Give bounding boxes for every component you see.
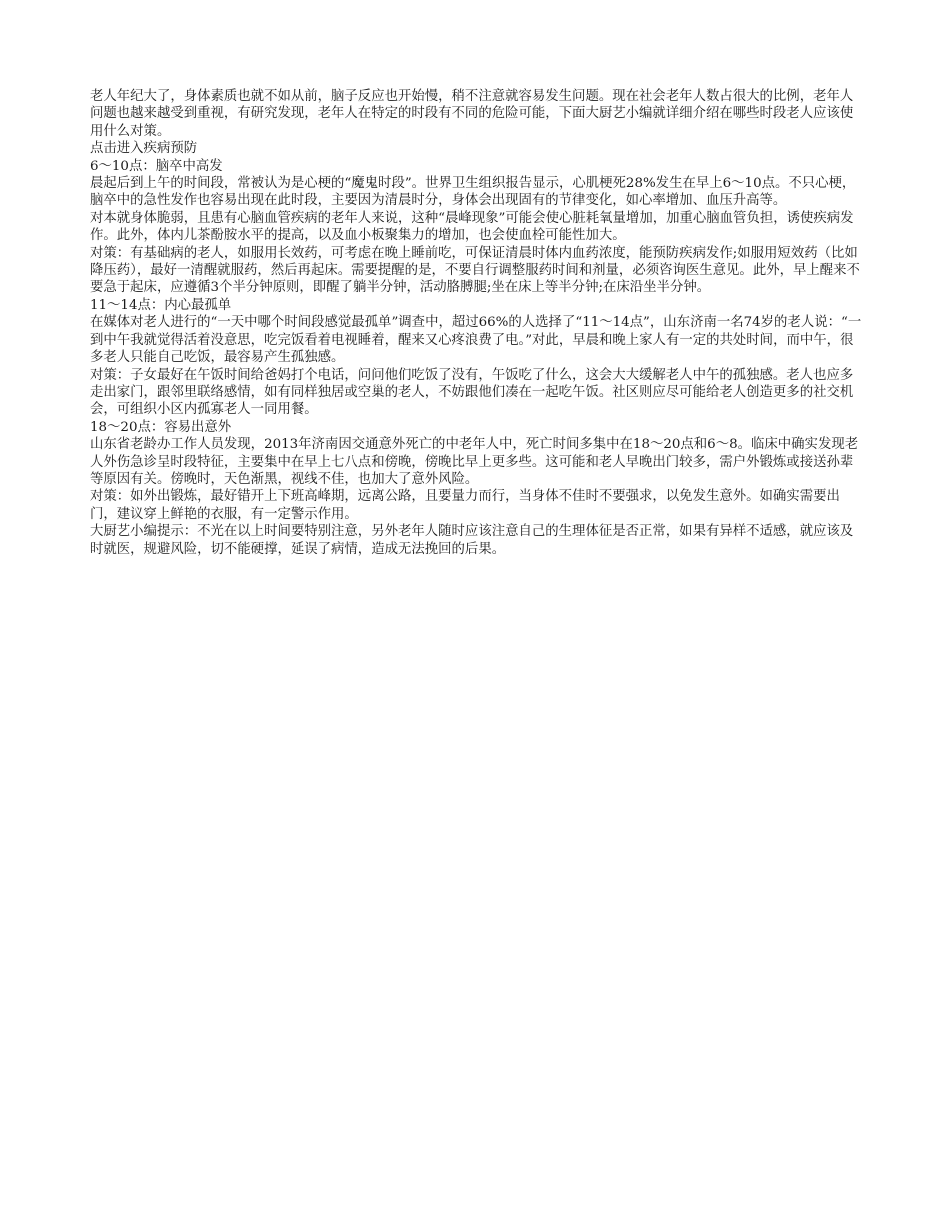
paragraph-morning-2: 对本就身体脆弱，且患有心脑血管疾病的老年人来说，这种“晨峰现象”可能会使心脏耗氧量增加，加重心脑血管负担，诱使疾病发作。此外，体内儿茶酚胺水平的提高，以及血小板聚集力的增加，也会使血栓可能性加大。 bbox=[90, 210, 854, 244]
section-heading-evening: 18～20点：容易出意外 bbox=[90, 419, 232, 435]
paragraph-noon-2: 对策：子女最好在午饭时间给爸妈打个电话，问问他们吃饭了没有，午饭吃了什么，这会大大缓解老人中午的孤独感。老人也应多走出家门，跟邻里联络感情，如有同样独居或空巢的老人，不妨跟他们凑在一起吃午饭。社区则应尽可能给老人创造更多的社交机会，可组织小区内孤寡老人一同用餐。 bbox=[90, 367, 854, 418]
disease-prevention-link[interactable]: 点击进入疾病预防 bbox=[90, 141, 198, 157]
section-heading-morning: 6～10点：脑卒中高发 bbox=[90, 158, 223, 174]
closing-tip-paragraph: 大厨艺小编提示：不光在以上时间要特别注意，另外老年人随时应该注意自己的生理体征是否正常，如果有异样不适感，就应该及时就医，规避风险，切不能硬撑，延误了病情，造成无法挽回的后果。 bbox=[90, 524, 854, 557]
intro-paragraph: 老人年纪大了，身体素质也就不如从前，脑子反应也开始慢，稍不注意就容易发生问题。现在社会老年人数占很大的比例，老年人问题也越来越受到重视，有研究发现，老年人在特定的时段有不同的危险可能，下面大厨艺小编就详细介绍在哪些时段老人应该使用什么对策。 bbox=[90, 89, 854, 139]
paragraph-evening-1: 山东省老龄办工作人员发现，2013年济南因交通意外死亡的中老年人中，死亡时间多集中在18～20点和6～8。临床中确实发现老人外伤急诊呈时段特征，主要集中在早上七八点和傍晚，傍晚比早上更多些。这可能和老人早晚出门较多，需户外锻炼或接送孙辈等原因有关。傍晚时，天色渐黑，视线不佳，也加大了意外风险。 bbox=[90, 437, 859, 487]
paragraph-evening-2: 对策：如外出锻炼，最好错开上下班高峰期，远离公路，且要量力而行，当身体不佳时不要强求，以免发生意外。如确实需要出门，建议穿上鲜艳的衣服，有一定警示作用。 bbox=[90, 489, 840, 522]
paragraph-noon-1: 在媒体对老人进行的“一天中哪个时间段感觉最孤单”调查中，超过66%的人选择了“11～14点”，山东济南一名74岁的老人说：“一到中午我就觉得活着没意思，吃完饭看着电视睡着，醒来又心疼浪费了电。”对此，早晨和晚上家人有一定的共处时间，而中午，很多老人只能自己吃饭，最容易产生孤独感。 bbox=[90, 315, 862, 366]
paragraph-morning-1: 晨起后到上午的时间段，常被认为是心梗的“魔鬼时段”。世界卫生组织报告显示，心肌梗死28%发生在早上6～10点。不只心梗，脑卒中的急性发作也容易出现在此时段，主要因为清晨时分，身体会出现固有的节律变化，如心率增加、血压升高等。 bbox=[90, 176, 856, 209]
section-heading-noon: 11～14点：内心最孤单 bbox=[90, 297, 232, 313]
article-body bbox=[90, 88, 862, 558]
paragraph-morning-3: 对策：有基础病的老人，如服用长效药，可考虑在晚上睡前吃，可保证清晨时体内血药浓度，能预防疾病发作;如服用短效药（比如降压药），最好一清醒就服药，然后再起床。需要提醒的是，不要自行调整服药时间和剂量，必须咨询医生意见。此外，早上醒来不要急于起床，应遵循3个半分钟原则，即醒了躺半分钟，活动胳膊腿;坐在床上等半分钟;在床沿坐半分钟。 bbox=[90, 245, 860, 296]
